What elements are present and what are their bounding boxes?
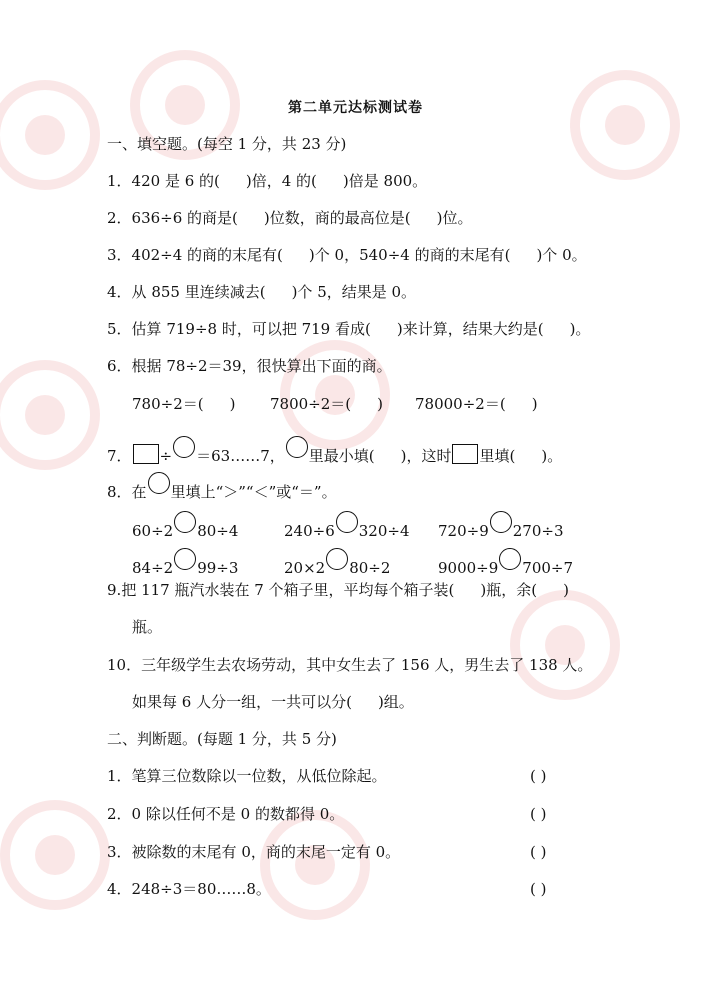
question-8-row-1: 60÷2 80÷4 240÷6 320÷4 720÷9 270÷3 [132,511,582,529]
answer-box [133,444,159,464]
judge-mark: ( ) [530,805,547,823]
q6-item: 78000÷2＝( [415,395,506,413]
compare-circle [490,511,512,533]
q6-item: 7800÷2＝( [270,395,352,413]
question-4: 4．从 855 里连续减去( )个 5，结果是 0。 [107,283,417,301]
watermark-logo [560,60,690,190]
section2-heading: 二、判断题。(每题 1 分，共 5 分) [107,730,337,748]
question-7: 7． ÷ ＝63……7， 里最小填( )，这时 里填( )。 [107,436,562,465]
compare-circle [499,548,521,570]
judge-mark: ( ) [530,880,547,898]
compare-circle [174,511,196,533]
question-5: 5．估算 719÷8 时，可以把 719 看成( )来计算，结果大约是( )。 [107,320,591,338]
question-6: 6．根据 78÷2＝39，很快算出下面的商。 [107,357,392,375]
question-10: 10．三年级学生去农场劳动，其中女生去了 156 人，男生去了 138 人。 [107,656,593,674]
judge-item: 4．248÷3＝80……8。 ( ) [107,880,547,898]
question-1: 1．420 是 6 的( )倍，4 的( )倍是 800。 [107,172,428,190]
judge-item: 3．被除数的末尾有 0，商的末尾一定有 0。 ( ) [107,843,547,861]
page-title: 第二单元达标测试卷 [288,100,423,116]
question-8-row-2: 84÷2 99÷3 20×2 80÷2 9000÷9 700÷7 [132,548,582,566]
watermark-logo [0,350,110,480]
section1-heading: 一、填空题。(每空 1 分，共 23 分) [107,135,347,153]
watermark-logo [0,790,120,920]
answer-circle [286,436,308,458]
watermark-logo [500,580,630,710]
question-10-cont: 如果每 6 人分一组，一共可以分( )组。 [132,693,414,711]
answer-box [452,444,478,464]
watermark-logo [0,70,110,200]
compare-circle [174,548,196,570]
compare-circle [326,548,348,570]
q6-item: 780÷2＝( [132,395,204,413]
question-8: 8．在 里填上“＞”“＜”或“＝”。 [107,472,337,501]
judge-mark: ( ) [530,767,547,785]
judge-item: 1．笔算三位数除以一位数，从低位除起。 ( ) [107,767,547,785]
answer-circle [148,472,170,494]
judge-item: 2．0 除以任何不是 0 的数都得 0。 ( ) [107,805,547,823]
compare-circle [336,511,358,533]
question-2: 2．636÷6 的商是( )位数，商的最高位是( )位。 [107,209,473,227]
question-9-cont: 瓶。 [132,618,163,636]
answer-circle [173,436,195,458]
question-9: 9.把 117 瓶汽水装在 7 个箱子里，平均每个箱子装( )瓶，余( ) [107,581,569,599]
question-6-items: 780÷2＝( ) 7800÷2＝( ) 78000÷2＝( ) [132,395,538,413]
judge-mark: ( ) [530,843,547,861]
question-3: 3．402÷4 的商的末尾有( )个 0，540÷4 的商的末尾有( )个 0。 [107,246,587,264]
